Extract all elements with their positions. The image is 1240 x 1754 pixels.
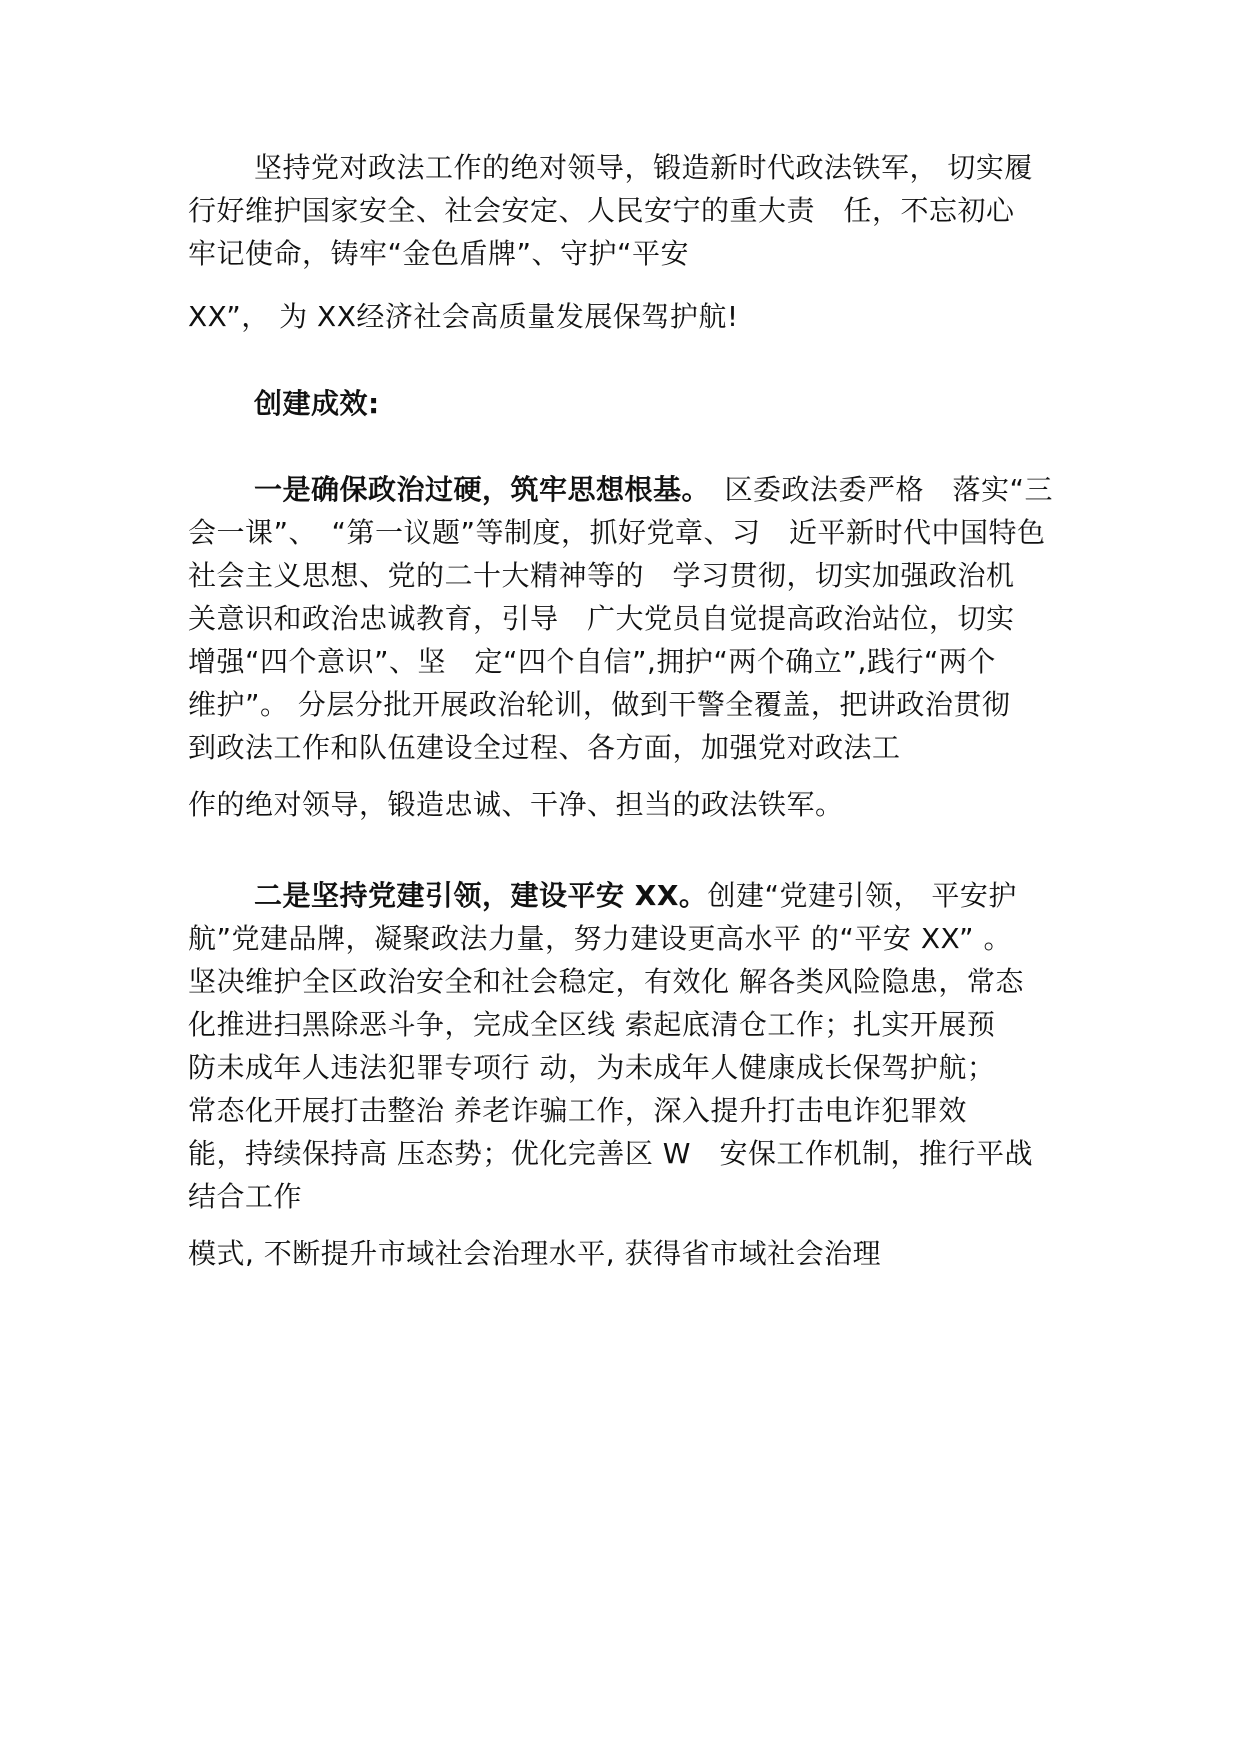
section1-line2: 会一课”、 “第一议题”等制度，抓好党章、习 近平新时代中国特色 [188,516,1046,549]
section2-lead: 二是坚持党建引领，建设平安 XX。 [254,879,708,912]
section1-line1-rest: 区委政法委严格 落实“三 [696,473,1054,506]
section2-line2: 航”党建品牌，凝聚政法力量，努力建设更高水平 的“平安 XX” 。 [188,922,1012,955]
section2-line7: 能，持续保持高 压态势；优化完善区 W 安保工作机制，推行平战 [188,1137,1033,1170]
paragraph1-line2: 行好维护国家安全、社会安定、人民安宁的重大责 任，不忘初心 [188,194,1015,227]
section-heading: 创建成效: [254,387,380,420]
section1-line4: 关意识和政治忠诚教育，引导 广大党员自觉提高政治站位，切实 [188,602,1015,635]
section2-line6: 常态化开展打击整治 养老诈骗工作，深入提升打击电诈犯罪效 [188,1094,967,1127]
section1-line8: 作的绝对领导，锻造忠诚、干净、担当的政法铁军。 [188,788,844,821]
section2-line8: 结合工作 [188,1180,303,1213]
section2-line5: 防未成年人违法犯罪专项行 动，为未成年人健康成长保驾护航； [188,1051,996,1084]
section2-line3: 坚决维护全区政治安全和社会稳定，有效化 解各类风险隐患，常态 [188,965,1024,998]
section1-line5: 增强“四个意识”、坚 定“四个自信”,拥护“两个确立”,践行“两个 [188,645,996,678]
paragraph1-line1: 坚持党对政法工作的绝对领导，锻造新时代政法铁军， 切实履 [254,151,1033,184]
section1-line6: 维护”。 分层分批开展政治轮训，做到干警全覆盖，把讲政治贯彻 [188,688,1011,721]
paragraph1-line3: 牢记使命，铸牢“金色盾牌”、守护“平安 [188,237,690,270]
section2-line4: 化推进扫黑除恶斗争，完成全区线 索起底清仓工作；扎实开展预 [188,1008,996,1041]
section1-line3: 社会主义思想、党的二十大精神等的 学习贯彻，切实加强政治机 [188,559,1015,592]
section2-line1 [254,878,1017,914]
section1-line7: 到政法工作和队伍建设全过程、各方面，加强党对政法工 [188,731,901,764]
paragraph1-line4: XX”， 为 XX经济社会高质量发展保驾护航! [188,300,739,333]
section2-line9: 模式, 不断提升市域社会治理水平, 获得省市域社会治理 [188,1237,882,1270]
section2-line1-rest: 创建“党建引领， 平安护 [707,879,1017,912]
section1-lead: 一是确保政治过硬，筑牢思想根基。 [254,473,697,506]
section1-line1 [254,472,1053,508]
